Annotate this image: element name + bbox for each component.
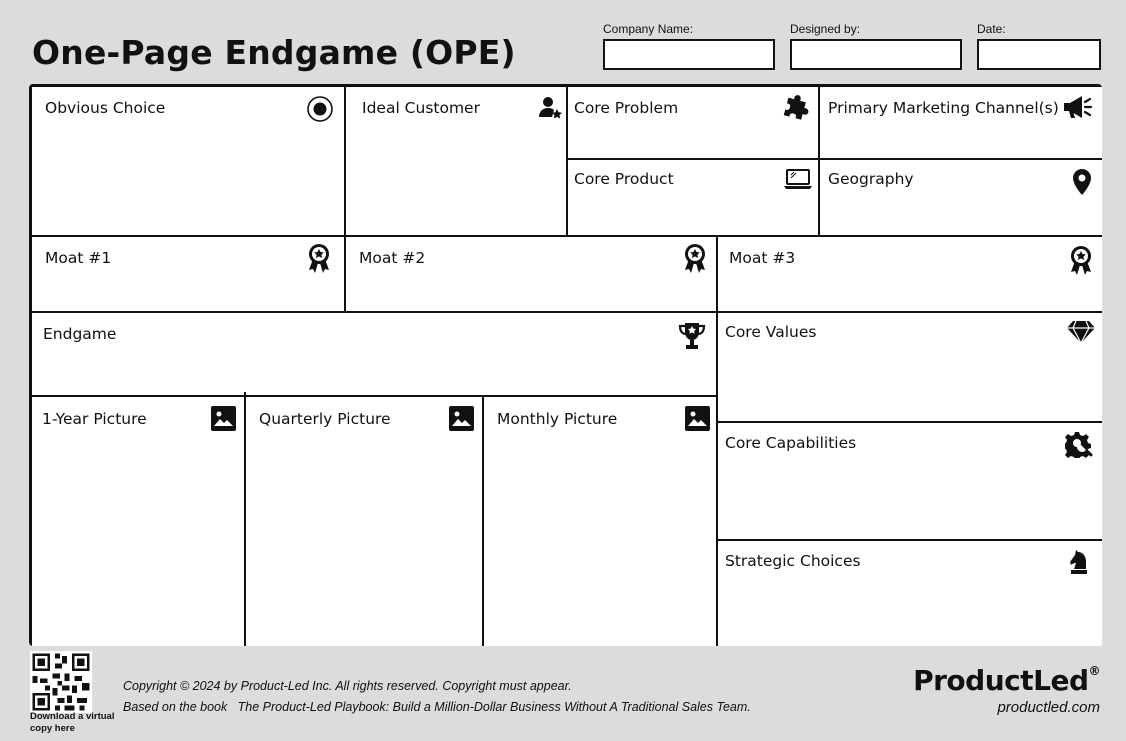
strategic-choices-label: Strategic Choices [725,552,861,570]
diamond-icon [1066,319,1096,345]
target-icon [306,95,334,123]
monthly-picture-label: Monthly Picture [497,410,618,428]
date-label: Date: [977,22,1006,36]
brand-url-link[interactable]: productled.com [997,699,1100,716]
award-icon [682,243,708,273]
core-problem-cell[interactable] [568,87,818,158]
brand-name: ProductLed [913,664,1089,697]
designed-by-label: Designed by: [790,22,861,36]
quarterly-picture-label: Quarterly Picture [259,410,391,428]
qr-caption: Download a virtual copy here [30,711,115,734]
grid-line [32,311,1102,313]
grid-line [718,539,1102,541]
core-product-label: Core Product [574,170,674,188]
brand-mark: ® [1088,664,1100,678]
moat-2-label: Moat #2 [359,249,426,267]
gear-icon [1065,430,1093,458]
core-capabilities-cell[interactable] [718,423,1102,539]
copyright-block [123,676,751,718]
company-name-input[interactable] [603,39,775,70]
designed-by-input[interactable] [790,39,962,70]
one-year-picture-label: 1-Year Picture [42,410,147,428]
core-capabilities-label: Core Capabilities [725,434,857,452]
endgame-canvas [29,84,1102,646]
image-icon [685,406,710,431]
productled-logo[interactable] [913,664,1100,697]
ideal-customer-label: Ideal Customer [362,99,480,117]
core-product-cell[interactable] [568,160,818,235]
date-field-group [977,22,1101,70]
puzzle-icon [782,94,810,122]
qr-code[interactable] [30,651,92,713]
obvious-choice-cell[interactable] [32,87,344,235]
core-values-cell[interactable] [718,313,1102,421]
strategic-choices-cell[interactable] [718,541,1102,646]
grid-line [718,421,1102,423]
grid-line [818,87,820,235]
brand-block [913,664,1100,716]
grid-line [244,392,246,646]
trophy-icon [677,321,707,351]
grid-line [482,395,484,646]
company-name-field-group [603,22,775,70]
date-input[interactable] [977,39,1101,70]
map-pin-icon [1068,168,1096,196]
quarterly-picture-cell[interactable] [246,397,482,646]
primary-marketing-label: Primary Marketing Channel(s) [828,99,1059,117]
laptop-icon [782,165,814,193]
ideal-customer-cell[interactable] [346,87,566,235]
grid-line [344,87,346,311]
image-icon [211,406,236,431]
core-problem-label: Core Problem [574,99,679,117]
chess-knight-icon [1068,548,1090,576]
company-name-label: Company Name: [603,22,694,36]
moat-1-cell[interactable] [32,237,344,311]
geography-cell[interactable] [820,160,1102,235]
grid-line [32,395,716,397]
image-icon [449,406,474,431]
award-icon [306,243,332,273]
moat-3-label: Moat #3 [729,249,796,267]
primary-marketing-cell[interactable] [820,87,1102,158]
user-star-icon [536,94,564,122]
endgame-cell[interactable] [32,313,716,395]
grid-line [568,158,1102,160]
award-icon [1068,245,1094,275]
endgame-label: Endgame [43,325,117,343]
monthly-picture-cell[interactable] [484,397,716,646]
page-title: One-Page Endgame (OPE) [32,33,516,72]
core-values-label: Core Values [725,323,817,341]
grid-line [32,235,1102,237]
megaphone-icon [1061,93,1095,121]
designed-by-field-group [790,22,962,70]
based-on-text: Based on the book The Product-Led Playbook: Build a Million-Dollar Business Without A Traditional Sales Team. [123,700,751,714]
moat-1-label: Moat #1 [45,249,112,267]
obvious-choice-label: Obvious Choice [45,99,166,117]
moat-2-cell[interactable] [346,237,716,311]
moat-3-cell[interactable] [718,237,1102,311]
one-year-picture-cell[interactable] [32,397,244,646]
grid-line [566,87,568,235]
geography-label: Geography [828,170,914,188]
grid-line [716,235,718,646]
copyright-text: Copyright © 2024 by Product-Led Inc. All rights reserved. Copyright must appear. [123,679,572,693]
